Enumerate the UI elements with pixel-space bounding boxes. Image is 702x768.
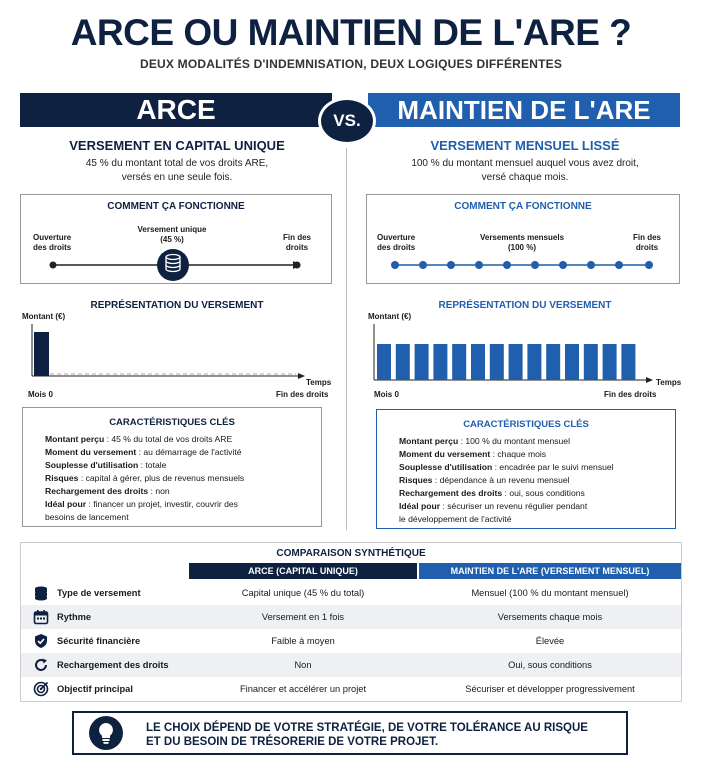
table-row [21,629,681,653]
carac-key: Souplesse d'utilisation [399,462,493,472]
carac-row [23,498,321,511]
are-description-line: versé chaque mois. [481,172,569,183]
are-monthly-bar [527,344,541,380]
row-are-value: Oui, sous conditions [508,660,592,670]
coins-icon [33,585,49,601]
carac-row [23,472,321,485]
row-are-value: Élevée [535,636,565,646]
carac-row [23,446,321,459]
carac-value: : financer un projet, investir, couvrir des [86,499,238,509]
arce-description-line: 45 % du montant total de vos droits ARE, [85,158,269,169]
are-monthly-bar [621,344,635,380]
arce-x-axis-label: Temps [306,378,332,387]
row-are-value: Sécuriser et développer progressivement [465,684,635,694]
carac-row-continued: le développement de l'activité [399,514,512,524]
calendar-icon [33,609,49,625]
arce-mid-line: (45 %) [160,235,184,244]
row-label: Rechargement des droits [57,660,169,670]
are-monthly-bar [415,344,429,380]
arce-start-line: des droits [33,243,72,252]
arce-timeline [21,195,333,285]
are-monthly-bar [603,344,617,380]
are-y-axis-label: Montant (€) [368,312,412,321]
table-row [21,653,681,677]
carac-key: Souplesse d'utilisation [45,460,139,470]
column-divider [346,148,347,530]
are-monthly-bar [396,344,410,380]
arce-y-axis-label: Montant (€) [22,312,66,321]
carac-value: : encadrée par le suivi mensuel [492,462,614,472]
are-repr-title: REPRÉSENTATION DU VERSEMENT [438,300,612,311]
are-x-start: Mois 0 [374,390,399,399]
coins-icon [157,249,189,281]
arce-mid-line: Versement unique [137,225,207,234]
are-description [360,157,690,185]
are-x-end: Fin des droits [604,390,657,399]
arce-repr-title: REPRÉSENTATION DU VERSEMENT [90,300,264,311]
carac-value: : capital à gérer, plus de revenus mensuels [78,473,245,483]
vs-badge: VS. [318,97,376,145]
are-monthly-bar [452,344,466,380]
are-monthly-bar [490,344,504,380]
arce-description [12,157,342,185]
carac-key: Idéal pour [45,499,87,509]
row-arce-value: Non [294,660,312,670]
carac-row [377,500,675,513]
refresh-icon [33,657,49,673]
carac-value: : au démarrage de l'activité [136,447,242,457]
comparison-title: COMPARAISON SYNTHÉTIQUE [276,548,426,559]
are-description-line: 100 % du montant mensuel auquel vous avez droit, [411,158,639,169]
carac-row [23,459,321,472]
are-banner: MAINTIEN DE L'ARE [368,93,680,127]
carac-key: Montant perçu [45,434,105,444]
are-start-line: des droits [377,243,416,252]
carac-row [377,474,675,487]
arce-carac-title: CARACTÉRISTIQUES CLÉS [109,417,235,428]
are-end-line: droits [635,243,659,252]
are-carac-title: CARACTÉRISTIQUES CLÉS [463,419,589,430]
are-monthly-bar [509,344,523,380]
row-arce-value: Capital unique (45 % du total) [241,588,365,598]
carac-value: : sécuriser un revenu régulier pendant [440,501,588,511]
are-how-title: COMMENT ÇA FONCTIONNE [454,201,592,212]
are-mid-line: Versements mensuels [479,233,565,242]
are-payment-chart [366,318,676,388]
shield-icon [33,633,49,649]
carac-key: Risques [45,473,79,483]
carac-value: : 45 % du total de vos droits ARE [104,434,233,444]
carac-row-continued: besoins de lancement [45,512,129,522]
table-row [21,677,681,701]
conclusion-box [72,711,628,755]
arce-start-line: Ouverture [33,233,72,242]
arce-heading: VERSEMENT EN CAPITAL UNIQUE [69,138,285,153]
arce-x-start: Mois 0 [28,390,53,399]
are-monthly-bar [377,344,391,380]
carac-key: Rechargement des droits [45,486,149,496]
row-arce-value: Versement en 1 fois [261,612,345,622]
arce-end-line: Fin des [283,233,312,242]
carac-key: Moment du versement [399,449,491,459]
carac-value: : dépendance à un revenu mensuel [432,475,570,485]
comparison-col-arce: ARCE (CAPITAL UNIQUE) [189,563,417,579]
carac-row [377,435,675,448]
carac-key: Montant perçu [399,436,459,446]
row-arce-value: Financer et accélérer un projet [239,684,367,694]
target-icon [33,681,49,697]
are-end-line: Fin des [633,233,662,242]
carac-value: : oui, sous conditions [502,488,585,498]
are-characteristics [376,409,676,529]
carac-key: Risques [399,475,433,485]
carac-key: Rechargement des droits [399,488,503,498]
row-are-value: Mensuel (100 % du montant mensuel) [471,588,629,598]
carac-row [377,461,675,474]
conclusion-line: ET DU BESOIN DE TRÉSORERIE DE VOTRE PROJET. [146,736,439,748]
table-row [21,581,681,605]
arce-end-line: droits [285,243,309,252]
are-how-box [366,194,680,284]
arce-how-title: COMMENT ÇA FONCTIONNE [107,201,245,212]
carac-row [377,487,675,500]
conclusion-text [146,721,588,749]
are-monthly-bar [546,344,560,380]
carac-key: Moment du versement [45,447,137,457]
page-subtitle: DEUX MODALITÉS D'INDEMNISATION, DEUX LOGIQUES DIFFÉRENTES [139,57,563,71]
carac-value: : non [148,486,170,496]
row-label: Objectif principal [57,684,133,694]
are-x-axis-label: Temps [656,378,682,387]
row-label: Sécurité financière [57,636,141,646]
are-timeline [367,195,681,285]
row-arce-value: Faible à moyen [271,636,335,646]
are-heading: VERSEMENT MENSUEL LISSÉ [430,138,620,153]
carac-row [23,433,321,446]
comparison-col-are: MAINTIEN DE L'ARE (VERSEMENT MENSUEL) [419,563,681,579]
arce-characteristics [22,407,322,527]
page-title: ARCE OU MAINTIEN DE L'ARE ? [70,12,632,53]
are-monthly-bar [565,344,579,380]
table-row [21,605,681,629]
arce-description-line: versés en une seule fois. [121,172,233,183]
arce-single-payment-bar [34,332,49,376]
arce-payment-chart [20,318,330,388]
arce-x-end: Fin des droits [276,390,329,399]
carac-key: Idéal pour [399,501,441,511]
carac-value: : 100 % du montant mensuel [458,436,570,446]
conclusion-line: LE CHOIX DÉPEND DE VOTRE STRATÉGIE, DE VOTRE TOLÉRANCE AU RISQUE [146,722,588,734]
are-monthly-bar [471,344,485,380]
are-mid-line: (100 %) [507,243,536,252]
comparison-table [20,542,682,702]
are-start-line: Ouverture [377,233,416,242]
row-label: Rythme [57,612,92,622]
carac-row [23,485,321,498]
row-label: Type de versement [57,588,141,598]
are-monthly-bar [433,344,447,380]
row-are-value: Versements chaque mois [497,612,603,622]
arce-banner: ARCE [20,93,332,127]
carac-row [377,448,675,461]
carac-value: : totale [138,460,167,470]
arce-how-box [20,194,332,284]
are-monthly-bar [584,344,598,380]
are-monthly-bars [377,344,635,380]
carac-value: : chaque mois [490,449,547,459]
lightbulb-icon [88,715,124,751]
